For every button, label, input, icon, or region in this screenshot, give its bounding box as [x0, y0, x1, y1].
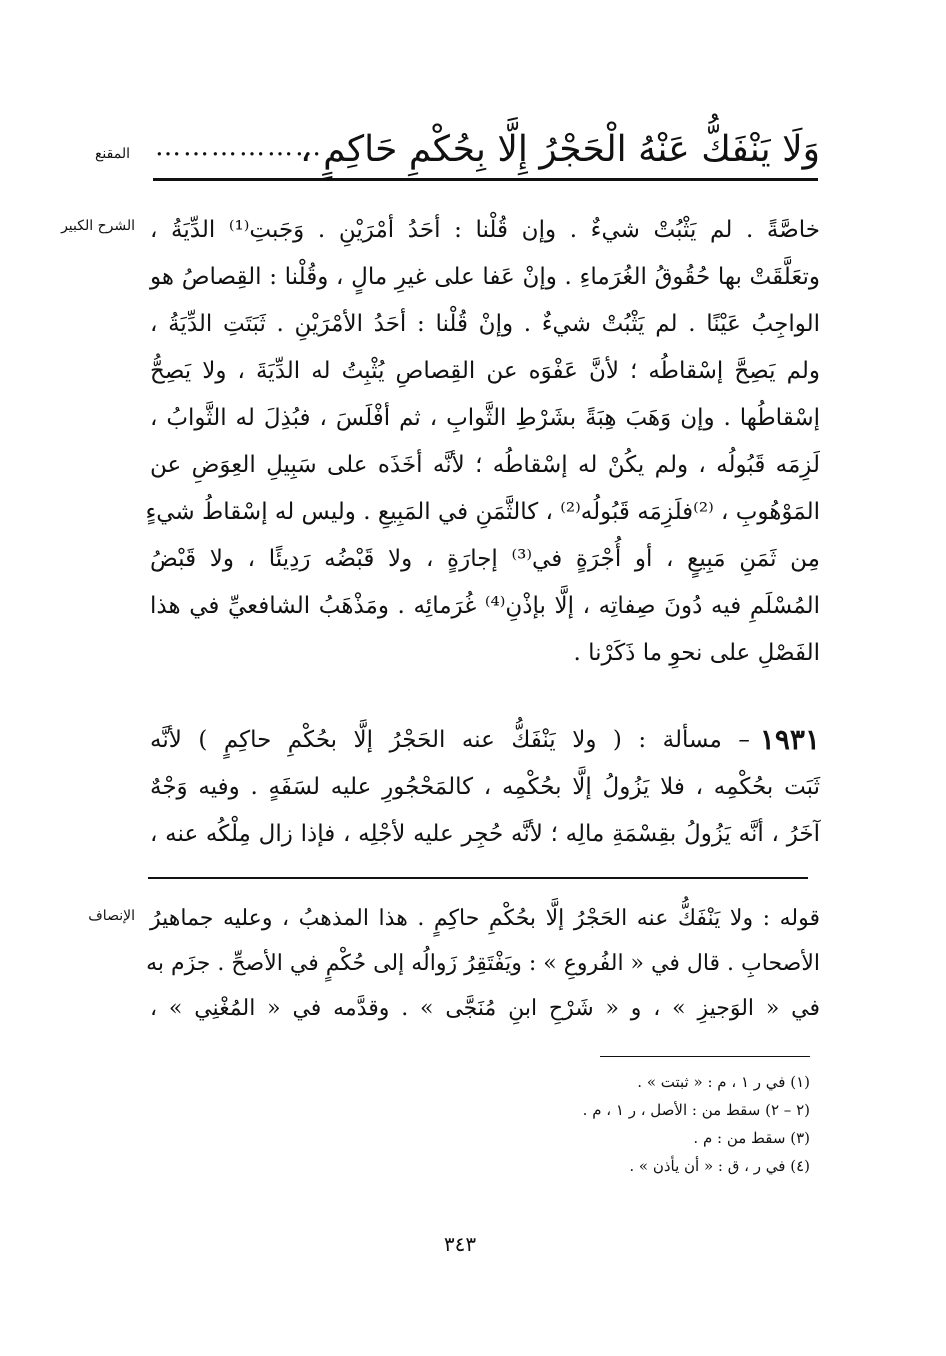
header-rule — [153, 178, 818, 181]
masala-line: – مسألة : ( ولا يَنْفَكُّ عنه الحَجْرُ إلَّا بحُكْمِ حاكِمٍ ) لأنَّه — [150, 727, 750, 753]
footnote: (١) في ر ١ ، م : « ثبتت » . — [637, 1073, 810, 1091]
page-number: ٣٤٣ — [443, 1232, 477, 1256]
sharh-line: مِن ثَمَنِ مَبِيعٍ ، أو أُجْرَةٍ في⁽³⁾ إجارَةٍ ، ولا قَبْضُه رَدِيئًا ، ولا قَبْضُ — [150, 546, 820, 572]
sharh-line: المَوْهُوبِ ، ⁽²⁾فلَزِمَه قَبُولُه⁽²⁾ ، كالثَّمَنِ في المَبِيعِ . وليس له إسْقاطُ شيءٍ — [145, 499, 820, 525]
matn-label: المقنع — [94, 146, 130, 162]
masala-line: ثَبَت بحُكْمِه ، فلا يَزُولُ إلَّا بحُكْمِه ، كالمَحْجُورِ عليه لسَفَهٍ . وفيه وَجْهٌ — [150, 774, 820, 800]
insaf-line: قوله : ولا يَنْفَكُّ عنه الحَجْرُ إلَّا بحُكْمِ حاكِمٍ . هذا المذهبُ ، وعليه جماهيرُ — [150, 906, 820, 931]
sharh-line: إسْقاطُها . وإن وَهَبَ هِبَةً بشَرْطِ الثَّوابِ ، ثم أفْلَسَ ، فبُذِلَ له الثَّوابُ ، — [150, 405, 820, 431]
sharh-line: خاصَّةً . لم يَثْبُتْ شيءٌ . وإن قُلْنا : أحَدُ أمْرَيْنِ . وَجَبتِ⁽¹⁾ الدِّيَةُ ، — [150, 217, 820, 243]
masala-first-line — [150, 725, 820, 772]
sharh-line: وتعَلَّقَتْ بها حُقُوقُ الغُرَماءِ . وإنْ عَفا على غيرِ مالٍ ، وقُلْنا : القِصاصُ هو — [150, 264, 820, 290]
insaf-line: الأصحابِ . قال في « الفُروعِ » : ويَفْتَقِرُ زَوالُه إلى حُكْمٍ في الأصحِّ . جزَم به — [146, 951, 820, 976]
sharh-line: الواجِبُ عَيْنًا . لم يَثْبُتْ شيءٌ . وإنْ قُلْنا : أحَدُ الأمْرَيْنِ . ثَبَتَتِ الدِّيَةُ ، — [150, 311, 820, 337]
sharh-label: الشرح الكبير — [61, 218, 135, 234]
masala-number: ١٩٣١ — [759, 723, 820, 756]
footnote: (٤) في ر ، ق : « أن يأذن » . — [629, 1157, 810, 1175]
sharh-line: لَزِمَه قَبُولُه ، ولم يكُنْ له إسْقاطُه ؛ لأنَّه أخَذَه على سَبِيلِ العِوَضِ عن — [150, 452, 820, 478]
insaf-body — [146, 905, 820, 1040]
sharh-line: ولم يَصِحَّ إسْقاطُه ؛ لأنَّ عَفْوَه عن القِصاصِ يُثْبِتُ له الدِّيَةَ ، ولا يَصِحُّ — [150, 358, 820, 384]
sharh-line: المُسْلَمِ فيه دُونَ صِفاتِه ، إلَّا بإذْنِ⁽⁴⁾ غُرَمائِه . ومَذْهَبُ الشافعيِّ في هذا — [150, 593, 820, 619]
masala-line: آخَرُ ، أنَّه يَزُولُ بقِسْمَةِ مالِه ؛ لأنَّه حُجِر عليه لأجْلِه ، فإذا زال مِلْكُه عنه ، — [150, 821, 820, 847]
footnote: (٢ – ٢) سقط من : الأصل ، ر ١ ، م . — [582, 1101, 810, 1119]
section-rule — [148, 877, 808, 879]
sharh-body — [145, 215, 820, 685]
sharh-line: الفَصْلِ على نحوِ ما ذَكَرْنا . — [573, 640, 820, 666]
insaf-line: في « الوَجيزِ » ، و « شَرْحِ ابنِ مُنَجَّى » . وقدَّمه في « المُغْنِي » ، — [150, 996, 820, 1021]
matn-text: وَلَا يَنْفَكُّ عَنْهُ الْحَجْرُ إِلَّا بِحُكْمِ حَاكِمٍ ، — [300, 129, 820, 170]
header-dots: ……………… — [155, 132, 323, 162]
insaf-label: الإنصاف — [88, 908, 135, 924]
footnote: (٣) سقط من : م . — [693, 1129, 810, 1147]
footnote-rule — [600, 1056, 810, 1057]
footnotes — [450, 1072, 810, 1184]
